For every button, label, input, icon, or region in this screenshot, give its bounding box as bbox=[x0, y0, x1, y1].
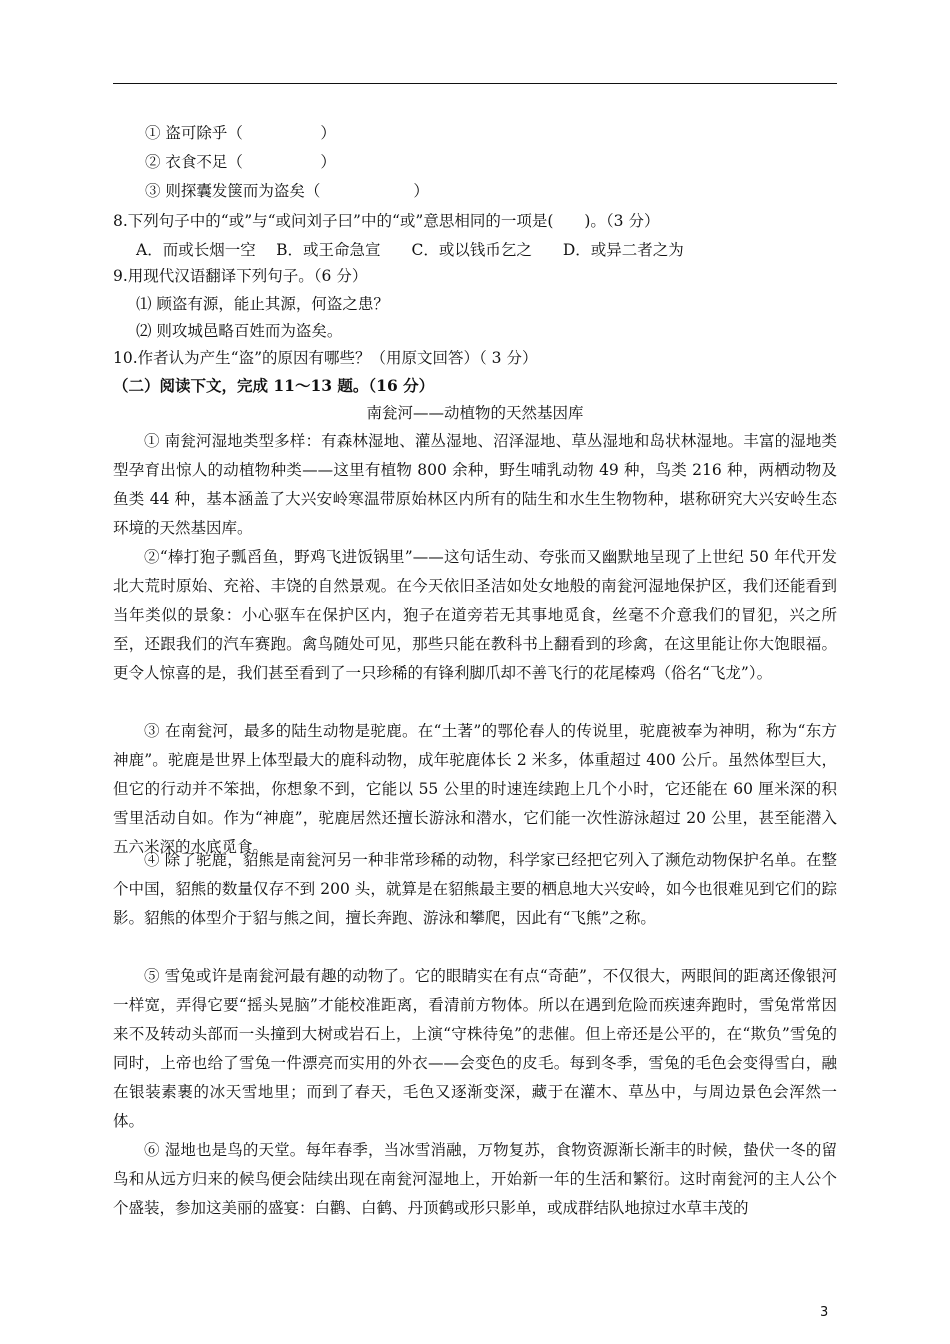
paragraph-5: ⑤ 雪兔或许是南瓮河最有趣的动物了。它的眼睛实在有点“奇葩”，不仅很大，两眼间的距离还像银河一样宽，弄得它要“摇头晃脑”才能校准距离，看清前方物体。所以在遇到危险而疾速奔跑时，雪兔常常因来不及转动头部而一头撞到大树或岩石上，上演“守株待兔”的悲催。但上帝还是公平的，在“欺负”雪兔的同时，上帝也给了雪兔一件漂亮而实用的外衣——会变色的皮毛。每到冬季，雪兔的毛色会变得雪白，融在银装素裹的冰天雪地里；而到了春天，毛色又逐渐变深，藏于在灌木、草丛中，与周边景色会浑然一体。 bbox=[113, 967, 837, 1130]
paragraph-4: ④ 除了驼鹿，貂熊是南瓮河另一种非常珍稀的动物，科学家已经把它列入了濒危动物保护名单。在整个中国，貂熊的数量仅存不到 200 头，就算是在貂熊最主要的栖息地大兴安岭，如今也很难见到它们的踪影。貂熊的体型介于貂与熊之间，擅长奔跑、游泳和攀爬，因此有“飞熊”之称。 bbox=[113, 851, 837, 927]
page-number: 3 bbox=[820, 1305, 829, 1320]
paragraph-6: ⑥ 湿地也是鸟的天堂。每年春季，当冰雪消融，万物复苏，食物资源渐长渐丰的时候，蛰伏一冬的留鸟和从远方归来的候鸟便会陆续出现在南瓮河湿地上，开始新一年的生活和繁衍。这时南瓮河的主人公个个盛装，参加这美丽的盛宴：白鹳、白鹤、丹顶鹤或形只影单，或成群结队地掠过水草丰茂的 bbox=[113, 1141, 837, 1217]
question-8: 8.下列句子中的“或”与“或问刘子曰”中的“或”意思相同的一项是( )。（3 分） bbox=[113, 212, 660, 230]
question-9: 9.用现代汉语翻译下列句子。（6 分） bbox=[113, 267, 368, 285]
header-rule bbox=[113, 83, 837, 84]
question-8-options: A．而或长烟一空 B．或王命急宣 C．或以钱币乞之 D．或异二者之为 bbox=[136, 241, 684, 259]
vocab-item-2: ② 衣食不足（ ） bbox=[145, 153, 336, 171]
paragraph-3: ③ 在南瓮河，最多的陆生动物是驼鹿。在“土著”的鄂伦春人的传说里，驼鹿被奉为神明，称为“东方神鹿”。驼鹿是世界上体型最大的鹿科动物，成年驼鹿体长 2 米多，体重超过 400 公斤。虽然体型巨大，但它的行动并不笨拙，你想象不到，它能以 55 公里的时速连续跑上几个小时，它还能在 60 厘米深的积雪里活动自如。作为“神鹿”，驼鹿居然还擅长游泳和潜水，它们能一次性游泳超过 20 公里，甚至能潜入五六米深的水底觅食。 bbox=[113, 722, 837, 856]
vocab-item-3: ③ 则探囊发箧而为盗矣（ ） bbox=[145, 182, 429, 200]
paragraph-1: ① 南瓮河湿地类型多样：有森林湿地、灌丛湿地、沼泽湿地、草丛湿地和岛状林湿地。丰富的湿地类型孕育出惊人的动植物种类——这里有植物 800 余种，野生哺乳动物 49 种，鸟类 216 种，两栖动物及鱼类 44 种，基本涵盖了大兴安岭寒温带原始林区内所有的陆生和水生生物物种，堪称研究大兴安岭生态环境的天然基因库。 bbox=[113, 432, 837, 537]
paragraph-2: ②“棒打狍子瓢舀鱼，野鸡飞进饭锅里”——这句话生动、夸张而又幽默地呈现了上世纪 50 年代开发北大荒时原始、充裕、丰饶的自然景观。在今天依旧圣洁如处女地般的南瓮河湿地保护区，我们还能看到当年类似的景象：小心驱车在保护区内，狍子在道旁若无其事地觅食，丝毫不介意我们的冒犯，兴之所至，还跟我们的汽车赛跑。禽鸟随处可见，那些只能在教科书上翻看到的珍禽，在这里能让你大饱眼福。更令人惊喜的是，我们甚至看到了一只珍稀的有锋利脚爪却不善飞行的花尾榛鸡（俗名“飞龙”）。 bbox=[113, 548, 837, 682]
vocab-item-1: ① 盗可除乎（ ） bbox=[145, 124, 336, 142]
question-9-item-1: ⑴ 顾盗有源，能止其源，何盗之患？ bbox=[136, 295, 389, 313]
question-9-item-2: ⑵ 则攻城邑略百姓而为盗矣。 bbox=[136, 322, 343, 340]
question-10: 10.作者认为产生“盗”的原因有哪些？（用原文回答）（ 3 分） bbox=[113, 349, 538, 367]
article-title: 南瓮河——动植物的天然基因库 bbox=[366, 404, 584, 422]
section-heading: （二）阅读下文，完成 11～13 题。（16 分） bbox=[113, 376, 435, 395]
